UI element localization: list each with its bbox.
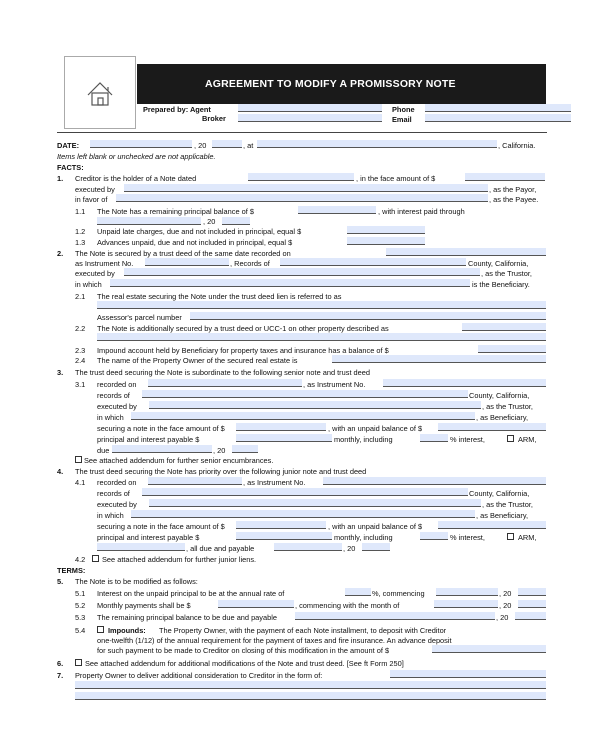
item-number: 7.: [57, 671, 64, 680]
text: principal and interest payable $: [97, 533, 200, 542]
consideration-field[interactable]: [390, 670, 546, 678]
text: , 20: [213, 446, 226, 455]
interest-paid-field[interactable]: [97, 217, 201, 225]
instruction-text: Items left blank or unchecked are not applicable.: [57, 152, 216, 161]
text: , commencing with the month of: [295, 601, 400, 610]
item-number: 1.2: [75, 227, 86, 236]
year-field[interactable]: [232, 445, 258, 453]
payor-field[interactable]: [124, 184, 488, 192]
text: , as the Trustor,: [482, 402, 533, 411]
text: County, California,: [469, 391, 530, 400]
item-number: 1.: [57, 174, 64, 183]
senior-instrument-field[interactable]: [383, 379, 546, 387]
text: The Note has a remaining principal balance of $: [97, 207, 254, 216]
text: in which: [75, 280, 102, 289]
junior-payment-field[interactable]: [236, 532, 332, 540]
item-number: 5.3: [75, 613, 86, 622]
text: recorded on: [97, 380, 137, 389]
text: , as Beneficiary,: [476, 511, 529, 520]
senior-beneficiary-field[interactable]: [131, 412, 475, 420]
text: is the Beneficiary.: [472, 280, 530, 289]
text: executed by: [75, 269, 115, 278]
item-number: 2.2: [75, 324, 86, 333]
junior-instrument-field[interactable]: [323, 477, 546, 485]
additional-mods-checkbox[interactable]: [75, 659, 82, 666]
item-number: 4.1: [75, 478, 86, 487]
item-number: 5.2: [75, 601, 86, 610]
other-property-field-2[interactable]: [97, 333, 546, 341]
text: , 20: [343, 544, 356, 553]
text: , 20: [496, 613, 509, 622]
junior-due-field[interactable]: [274, 543, 342, 551]
house-icon: [65, 57, 135, 128]
text: monthly, including: [334, 533, 393, 542]
senior-addendum-checkbox[interactable]: [75, 456, 82, 463]
date-label: DATE:: [57, 141, 80, 150]
junior-unpaid-field[interactable]: [438, 521, 546, 529]
junior-beneficiary-field[interactable]: [131, 510, 475, 518]
text: , as Instrument No.: [303, 380, 366, 389]
property-owner-field[interactable]: [332, 355, 546, 363]
broker-label: Broker: [202, 114, 226, 123]
senior-trustor-field[interactable]: [149, 401, 481, 409]
text: The trust deed securing the Note is subordinate to the following senior note and trust deed: [75, 368, 370, 377]
broker-field[interactable]: [238, 114, 382, 122]
phone-field[interactable]: [425, 104, 571, 112]
rate-field[interactable]: [345, 588, 371, 596]
senior-county-field[interactable]: [142, 390, 468, 398]
text: The real estate securing the Note under the trust deed lien is referred to as: [97, 292, 342, 301]
city-field[interactable]: [257, 140, 497, 148]
payee-field[interactable]: [116, 194, 488, 202]
item-number: 6.: [57, 659, 64, 668]
text: , all due and payable: [186, 544, 255, 553]
text: The Property Owner, with the payment of each Note installment, to deposit with Creditor: [159, 626, 447, 635]
year-field[interactable]: [222, 217, 250, 225]
item-number: 3.1: [75, 380, 86, 389]
commencing-field[interactable]: [436, 588, 498, 596]
junior-field[interactable]: [97, 543, 185, 551]
month-field[interactable]: [434, 600, 498, 608]
item-number: 1.1: [75, 207, 86, 216]
prepared-by-label: Prepared by: Agent: [143, 105, 211, 114]
logo-box: [64, 56, 136, 129]
impounds-checkbox[interactable]: [97, 626, 104, 633]
impound-deposit-field[interactable]: [432, 645, 546, 653]
item-number: 4.2: [75, 555, 86, 564]
text: Property Owner to deliver additional consideration to Creditor in the form of:: [75, 671, 323, 680]
text: executed by: [97, 500, 137, 509]
instrument-no-field[interactable]: [145, 258, 229, 266]
item-number: 2.: [57, 249, 64, 258]
item-number: 4.: [57, 467, 64, 476]
county-field[interactable]: [280, 258, 466, 266]
item-number: 5.4: [75, 626, 86, 635]
year-field[interactable]: [212, 140, 242, 148]
advances-field[interactable]: [347, 237, 425, 245]
section-heading-facts: FACTS:: [57, 163, 84, 172]
text: monthly, including: [334, 435, 393, 444]
text: Assessor's parcel number: [97, 313, 182, 322]
text: records of: [97, 391, 130, 400]
section-heading-terms: TERMS:: [57, 566, 86, 575]
text: See attached addendum for additional modifications of the Note and trust deed. [See ft Form 250]: [85, 659, 404, 668]
text: , 20: [499, 601, 512, 610]
senior-due-field[interactable]: [112, 445, 212, 453]
text: , in the face amount of $: [356, 174, 436, 183]
year-field[interactable]: [515, 612, 546, 620]
text: , 20: [203, 217, 216, 226]
beneficiary-field[interactable]: [110, 279, 470, 287]
text: %, commencing: [372, 589, 425, 598]
text: The Note is additionally secured by a trust deed or UCC-1 on other property described as: [97, 324, 389, 333]
apn-field[interactable]: [190, 312, 546, 320]
text: , 20: [194, 141, 207, 150]
junior-rate-field[interactable]: [420, 532, 448, 540]
text: as Instrument No.: [75, 259, 134, 268]
item-number: 3.: [57, 368, 64, 377]
junior-face-amount-field[interactable]: [236, 521, 326, 529]
text: Impound account held by Beneficiary for property taxes and insurance has a balance of $: [97, 346, 389, 355]
text: County, California,: [469, 489, 530, 498]
text: records of: [97, 489, 130, 498]
item-number: 1.3: [75, 238, 86, 247]
divider: [57, 132, 547, 133]
email-field[interactable]: [425, 114, 571, 122]
text: ARM,: [518, 435, 537, 444]
item-number: 2.1: [75, 292, 86, 301]
text: , 20: [499, 589, 512, 598]
text: executed by: [75, 185, 115, 194]
text: Creditor is the holder of a Note dated: [75, 174, 197, 183]
text: Impounds:: [108, 626, 146, 635]
text: The Note is to be modified as follows:: [75, 577, 198, 586]
year-field[interactable]: [518, 600, 546, 608]
senior-arm-checkbox[interactable]: [507, 435, 514, 442]
impound-balance-field[interactable]: [478, 345, 546, 353]
senior-face-amount-field[interactable]: [236, 423, 326, 431]
text: Unpaid late charges, due and not included in principal, equal $: [97, 227, 302, 236]
text: , as Beneficiary,: [476, 413, 529, 422]
text: for such payment to be made to Creditor on closing of this modification in the amount of $: [97, 646, 390, 655]
text: See attached addendum for further senior encumbrances.: [84, 456, 274, 465]
text: , California.: [498, 141, 536, 150]
phone-label: Phone: [392, 105, 415, 114]
junior-arm-checkbox[interactable]: [507, 533, 514, 540]
agent-field[interactable]: [238, 104, 382, 112]
text: securing a note in the face amount of $: [97, 522, 225, 531]
text: Interest on the unpaid principal to be at the annual rate of: [97, 589, 285, 598]
text: , with an unpaid balance of $: [328, 424, 423, 433]
consideration-field-3[interactable]: [75, 692, 546, 700]
text: , at: [243, 141, 254, 150]
text: due: [97, 446, 110, 455]
junior-addendum-checkbox[interactable]: [92, 555, 99, 562]
text: See attached addendum for further junior liens.: [102, 555, 257, 564]
text: executed by: [97, 402, 137, 411]
text: recorded on: [97, 478, 137, 487]
trustor-field[interactable]: [124, 268, 480, 276]
text: securing a note in the face amount of $: [97, 424, 225, 433]
real-estate-field[interactable]: [97, 301, 546, 309]
text: one-twelfth (1/12) of the annual requirement for the payment of taxes and fire insurance. An advance deposit: [97, 636, 452, 645]
due-date-field[interactable]: [295, 612, 495, 620]
text: County, California,: [468, 259, 529, 268]
text: Advances unpaid, due and not included in principal, equal $: [97, 238, 293, 247]
text: in favor of: [75, 195, 108, 204]
note-date-field[interactable]: [248, 173, 354, 181]
text: The Note is secured by a trust deed of the same date recorded on: [75, 249, 291, 258]
text: , with an unpaid balance of $: [328, 522, 423, 531]
senior-recorded-field[interactable]: [148, 379, 302, 387]
text: , Records of: [230, 259, 270, 268]
text: in which: [97, 413, 124, 422]
consideration-field-2[interactable]: [75, 681, 546, 689]
text: The trust deed securing the Note has priority over the following junior note and trust deed: [75, 467, 367, 476]
date-field[interactable]: [90, 140, 192, 148]
recorded-on-field[interactable]: [386, 248, 546, 256]
text: % interest,: [450, 533, 485, 542]
text: , as the Trustor,: [481, 269, 532, 278]
text: principal and interest payable $: [97, 435, 200, 444]
text: % interest,: [450, 435, 485, 444]
text: ARM,: [518, 533, 537, 542]
text: , as the Trustor,: [482, 500, 533, 509]
item-number: 2.4: [75, 356, 86, 365]
face-amount-field[interactable]: [465, 173, 545, 181]
item-number: 5.1: [75, 589, 86, 598]
text: , with interest paid through: [378, 207, 465, 216]
document-title: AGREEMENT TO MODIFY A PROMISSORY NOTE: [205, 78, 456, 90]
senior-payment-field[interactable]: [236, 434, 332, 442]
other-property-field[interactable]: [462, 323, 546, 331]
text: , as the Payee.: [489, 195, 539, 204]
year-field[interactable]: [362, 543, 390, 551]
principal-balance-field[interactable]: [298, 206, 376, 214]
year-field[interactable]: [518, 588, 546, 596]
late-charges-field[interactable]: [347, 226, 425, 234]
senior-unpaid-field[interactable]: [438, 423, 546, 431]
text: in which: [97, 511, 124, 520]
junior-recorded-field[interactable]: [148, 477, 242, 485]
text: Monthly payments shall be $: [97, 601, 191, 610]
monthly-payment-field[interactable]: [218, 600, 294, 608]
text: , as the Payor,: [489, 185, 537, 194]
text: The remaining principal balance to be due and payable: [97, 613, 277, 622]
item-number: 5.: [57, 577, 64, 586]
junior-county-field[interactable]: [142, 488, 468, 496]
text: The name of the Property Owner of the secured real estate is: [97, 356, 298, 365]
item-number: 2.3: [75, 346, 86, 355]
text: , as Instrument No.: [243, 478, 306, 487]
junior-trustor-field[interactable]: [149, 499, 481, 507]
email-label: Email: [392, 115, 412, 124]
senior-rate-field[interactable]: [420, 434, 448, 442]
